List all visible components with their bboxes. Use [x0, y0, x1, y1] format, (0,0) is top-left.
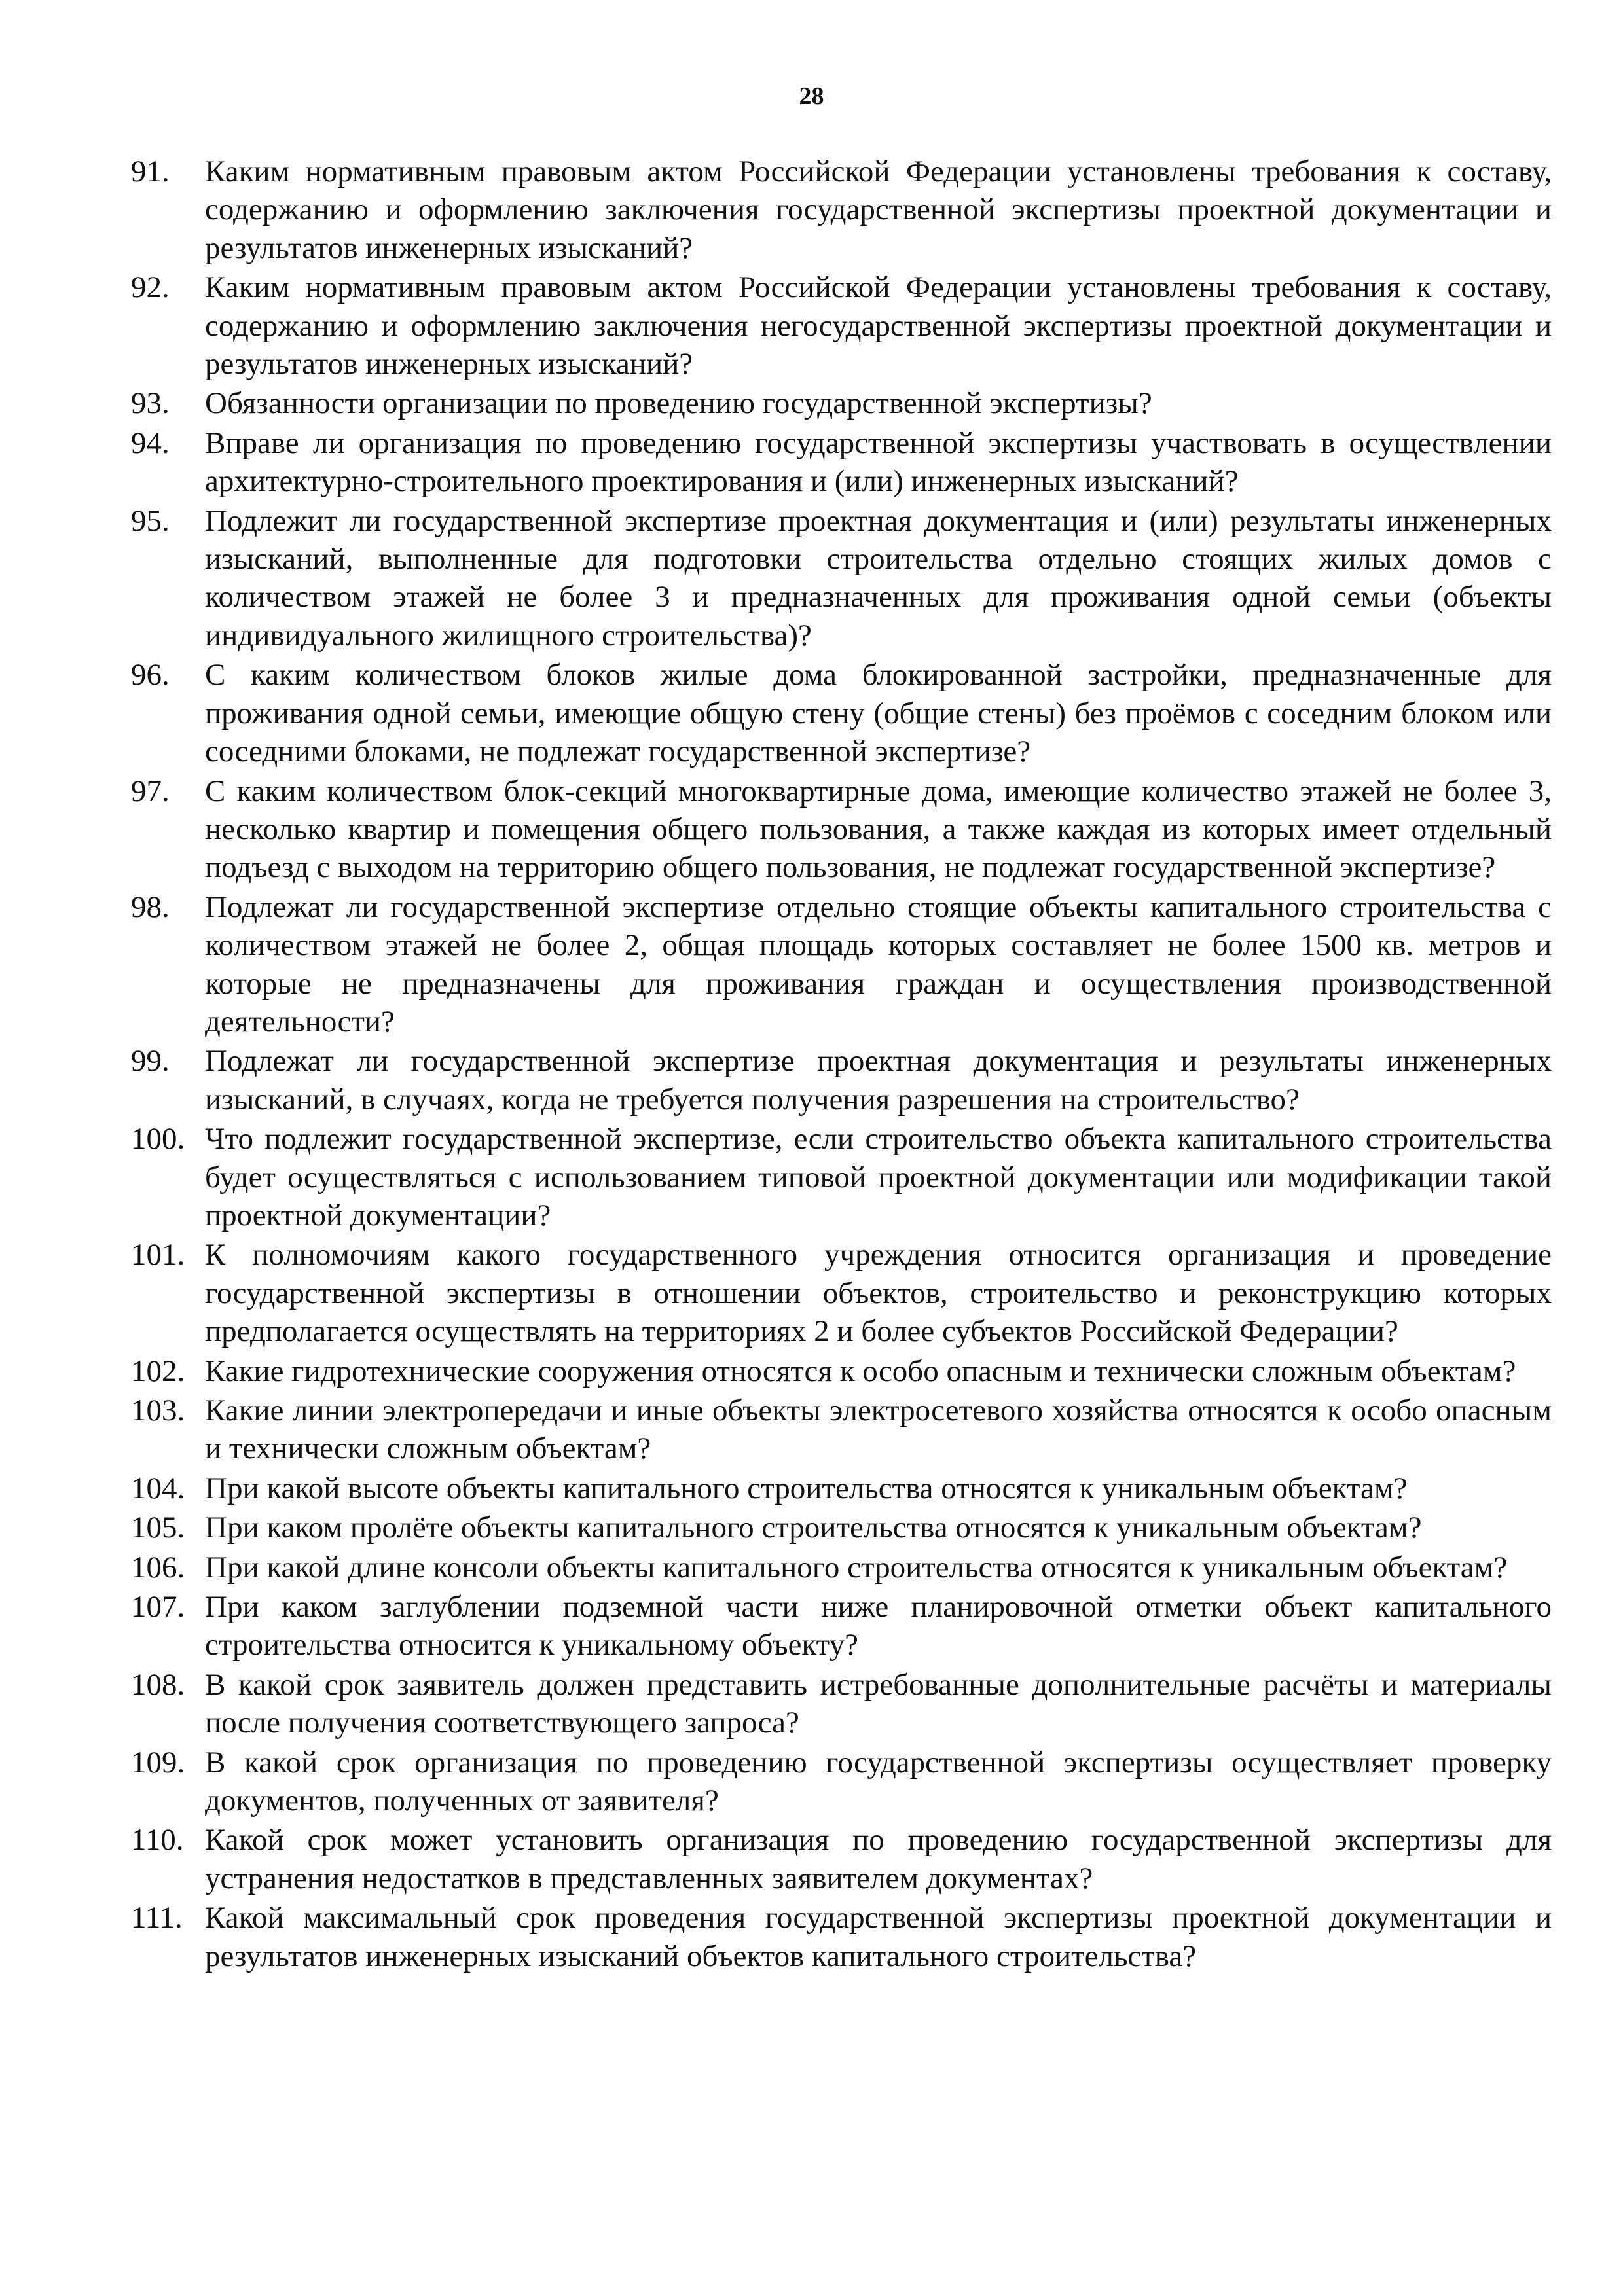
- question-item: [131, 268, 1552, 383]
- question-list: [131, 152, 1552, 1977]
- question-number: 92.: [131, 270, 170, 305]
- question-item: [131, 1899, 1552, 1975]
- question-text: При какой длине консоли объекты капитального строительства относятся к уникальным объектам?: [205, 1550, 1508, 1585]
- question-item: [131, 502, 1552, 655]
- question-item: [131, 424, 1552, 501]
- question-text: Подлежит ли государственной экспертизе проектная документация и (или) результаты инженерных изысканий, выполненные для подготовки строительства отдельно стоящих жилых домов с количеством этажей не более 3 и предназначенных для проживания одной семьи (объекты индивидуального жилищного строительства)?: [205, 503, 1552, 653]
- question-item: [131, 1509, 1552, 1547]
- question-text: С каким количеством блок-секций многоквартирные дома, имеющие количество этажей не более 3, несколько квартир и помещения общего пользования, а также каждая из которых имеет отдельный подъезд с выходом на территорию общего пользования, не подлежат государственной экспертизе?: [205, 774, 1552, 885]
- question-number: 107.: [131, 1590, 185, 1624]
- question-text: Подлежат ли государственной экспертизе проектная документация и результаты инженерных изысканий, в случаях, когда не требуется получения разрешения на строительство?: [205, 1044, 1552, 1117]
- question-text: Каким нормативным правовым актом Российской Федерации установлены требования к составу, содержанию и оформлению заключения негосударственной экспертизы проектной документации и результатов инженерных изысканий?: [205, 270, 1552, 382]
- page-number: 28: [799, 82, 824, 110]
- question-number: 105.: [131, 1511, 185, 1545]
- question-item: [131, 1236, 1552, 1350]
- question-number: 108.: [131, 1667, 185, 1702]
- question-item: [131, 152, 1552, 267]
- question-item: [131, 1549, 1552, 1587]
- question-item: [131, 772, 1552, 887]
- question-item: [131, 656, 1552, 770]
- question-text: В какой срок организация по проведению государственной экспертизы осуществляет проверку документов, полученных от заявителя?: [205, 1745, 1552, 1818]
- question-number: 110.: [131, 1823, 184, 1857]
- question-number: 97.: [131, 774, 170, 808]
- question-item: [131, 1821, 1552, 1897]
- question-text: Вправе ли организация по проведению государственной экспертизы участвовать в осуществлении архитектурно-строительного проектирования и (или) инженерных изысканий?: [205, 425, 1552, 499]
- question-text: Какой максимальный срок проведения государственной экспертизы проектной документации и результатов инженерных изысканий объектов капитального строительства?: [205, 1901, 1552, 1973]
- question-text: При каком заглублении подземной части ниже планировочной отметки объект капитального строительства относится к уникальному объекту?: [205, 1590, 1552, 1662]
- question-text: С каким количеством блоков жилые дома блокированной застройки, предназначенные для проживания одной семьи, имеющие общую стену (общие стены) без проёмов с соседним блоком или соседними блоками, не подлежат государственной экспертизе?: [205, 658, 1552, 769]
- question-number: 102.: [131, 1354, 185, 1388]
- question-text: Обязанности организации по проведению государственной экспертизы?: [205, 386, 1152, 421]
- question-item: [131, 1042, 1552, 1119]
- question-item: [131, 384, 1552, 422]
- question-item: [131, 888, 1552, 1041]
- question-item: [131, 1666, 1552, 1742]
- question-item: [131, 1469, 1552, 1507]
- question-number: 101.: [131, 1238, 185, 1272]
- question-text: В какой срок заявитель должен представить истребованные дополнительные расчёты и материалы после получения соответствующего запроса?: [205, 1667, 1552, 1740]
- question-text: Что подлежит государственной экспертизе, если строительство объекта капитального строительства будет осуществляться с использованием типовой проектной документации или модификации такой проектной документации?: [205, 1122, 1552, 1232]
- question-item: [131, 1744, 1552, 1820]
- question-number: 94.: [131, 425, 170, 460]
- question-item: [131, 1588, 1552, 1664]
- question-text: При какой высоте объекты капитального строительства относятся к уникальным объектам?: [205, 1471, 1408, 1505]
- question-number: 93.: [131, 386, 170, 421]
- question-text: Каким нормативным правовым актом Российской Федерации установлены требования к составу, содержанию и оформлению заключения государственной экспертизы проектной документации и результатов инженерных изысканий?: [205, 154, 1552, 265]
- question-number: 91.: [131, 154, 170, 188]
- question-number: 98.: [131, 889, 170, 924]
- question-text: Подлежат ли государственной экспертизе отдельно стоящие объекты капитального строительства с количеством этажей не более 2, общая площадь которых составляет не более 1500 кв. метров и которые не предназначены для проживания граждан и осуществления производственной деятельности?: [205, 889, 1552, 1039]
- question-number: 104.: [131, 1471, 185, 1505]
- question-number: 111.: [131, 1901, 183, 1935]
- question-text: Какие линии электропередачи и иные объекты электросетевого хозяйства относятся к особо опасным и технически сложным объектам?: [205, 1393, 1552, 1466]
- question-text: К полномочиям какого государственного учреждения относится организация и проведение государственной экспертизы в отношении объектов, строительство и реконструкцию которых предполагается осуществлять на территориях 2 и более субъектов Российской Федерации?: [205, 1238, 1552, 1349]
- question-text: Какой срок может установить организация по проведению государственной экспертизы для устранения недостатков в представленных заявителем документах?: [205, 1823, 1552, 1895]
- question-item: [131, 1352, 1552, 1390]
- question-number: 95.: [131, 503, 170, 538]
- question-number: 106.: [131, 1550, 185, 1585]
- question-text: Какие гидротехнические сооружения относятся к особо опасным и технически сложным объектам?: [205, 1354, 1516, 1388]
- question-item: [131, 1391, 1552, 1468]
- question-text: При каком пролёте объекты капитального строительства относятся к уникальным объектам?: [205, 1511, 1422, 1545]
- question-number: 100.: [131, 1122, 185, 1157]
- question-number: 96.: [131, 658, 170, 692]
- question-item: [131, 1120, 1552, 1234]
- question-number: 99.: [131, 1044, 170, 1079]
- question-number: 103.: [131, 1393, 185, 1427]
- question-number: 109.: [131, 1745, 185, 1780]
